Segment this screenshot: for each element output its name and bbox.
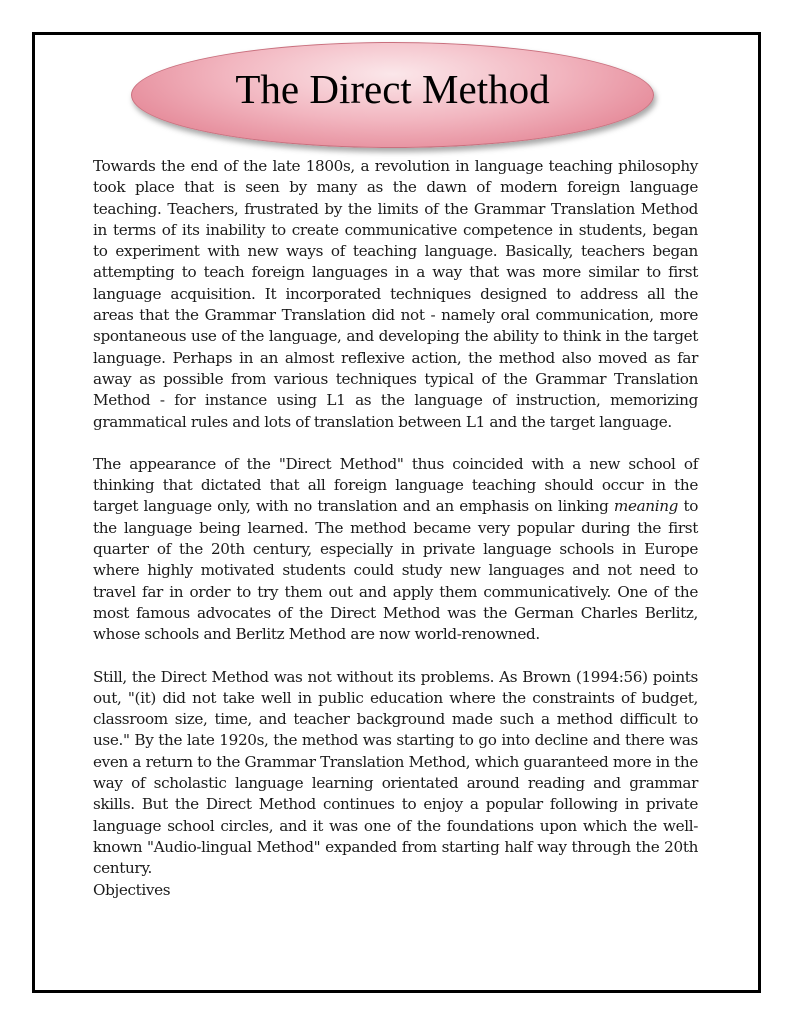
title-banner	[131, 42, 654, 148]
page-title: The Direct Method	[235, 66, 550, 112]
paragraph-direct-method	[93, 454, 698, 646]
paragraph-problems: Still, the Direct Method was not without its problems. As Brown (1994:56) points out, "(it) did not take well in public education where the constraints of budget, classroom size, time, and teacher background made such a method difficult to use." By the late 1920s, the method was starting to go into decline and there was even a return to the Grammar Translation Method, which guaranteed more in the way of scholastic language learning orientated around reading and grammar skills. But the Direct Method continues to enjoy a popular following in private language school circles, and it was one of the foundations upon which the well-known "Audio-lingual Method" expanded from starting half way through the 20th century.	[93, 667, 698, 878]
paragraph-text: to the language being learned. The method became very popular during the first quarter of the 20th century, especially in private language schools in Europe where highly motivated students could study new languages and not need to travel far in order to try them out and apply them communicatively. One of the most famous advocates of the Direct Method was the German Charles Berlitz, whose schools and Berlitz Method are now world-renowned.	[93, 497, 698, 644]
paragraph-text: The appearance of the "Direct Method" thus coincided with a new school of thinking that dictated that all foreign language teaching should occur in the target language only, with no translation and an emphasis on linking	[93, 454, 698, 516]
objectives-heading: Objectives	[93, 880, 171, 899]
paragraph-intro: Towards the end of the late 1800s, a revolution in language teaching philosophy took place that is seen by many as the dawn of modern foreign language teaching. Teachers, frustrated by the limits of the Grammar Translation Method in terms of its inability to create communicative competence in students, began to experiment with new ways of teaching language. Basically, teachers began attempting to teach foreign languages in a way that was more similar to first language acquisition. It incorporated techniques designed to address all the areas that the Grammar Translation did not - namely oral communication, more spontaneous use of the language, and developing the ability to think in the target language. Perhaps in an almost reflexive action, the method also moved as far away as possible from various techniques typical of the Grammar Translation Method - for instance using L1 as the language of instruction, memorizing grammatical rules and lots of translation between L1 and the target language.	[93, 157, 698, 431]
body-text	[93, 156, 698, 901]
emphasis-meaning: meaning	[613, 497, 679, 516]
